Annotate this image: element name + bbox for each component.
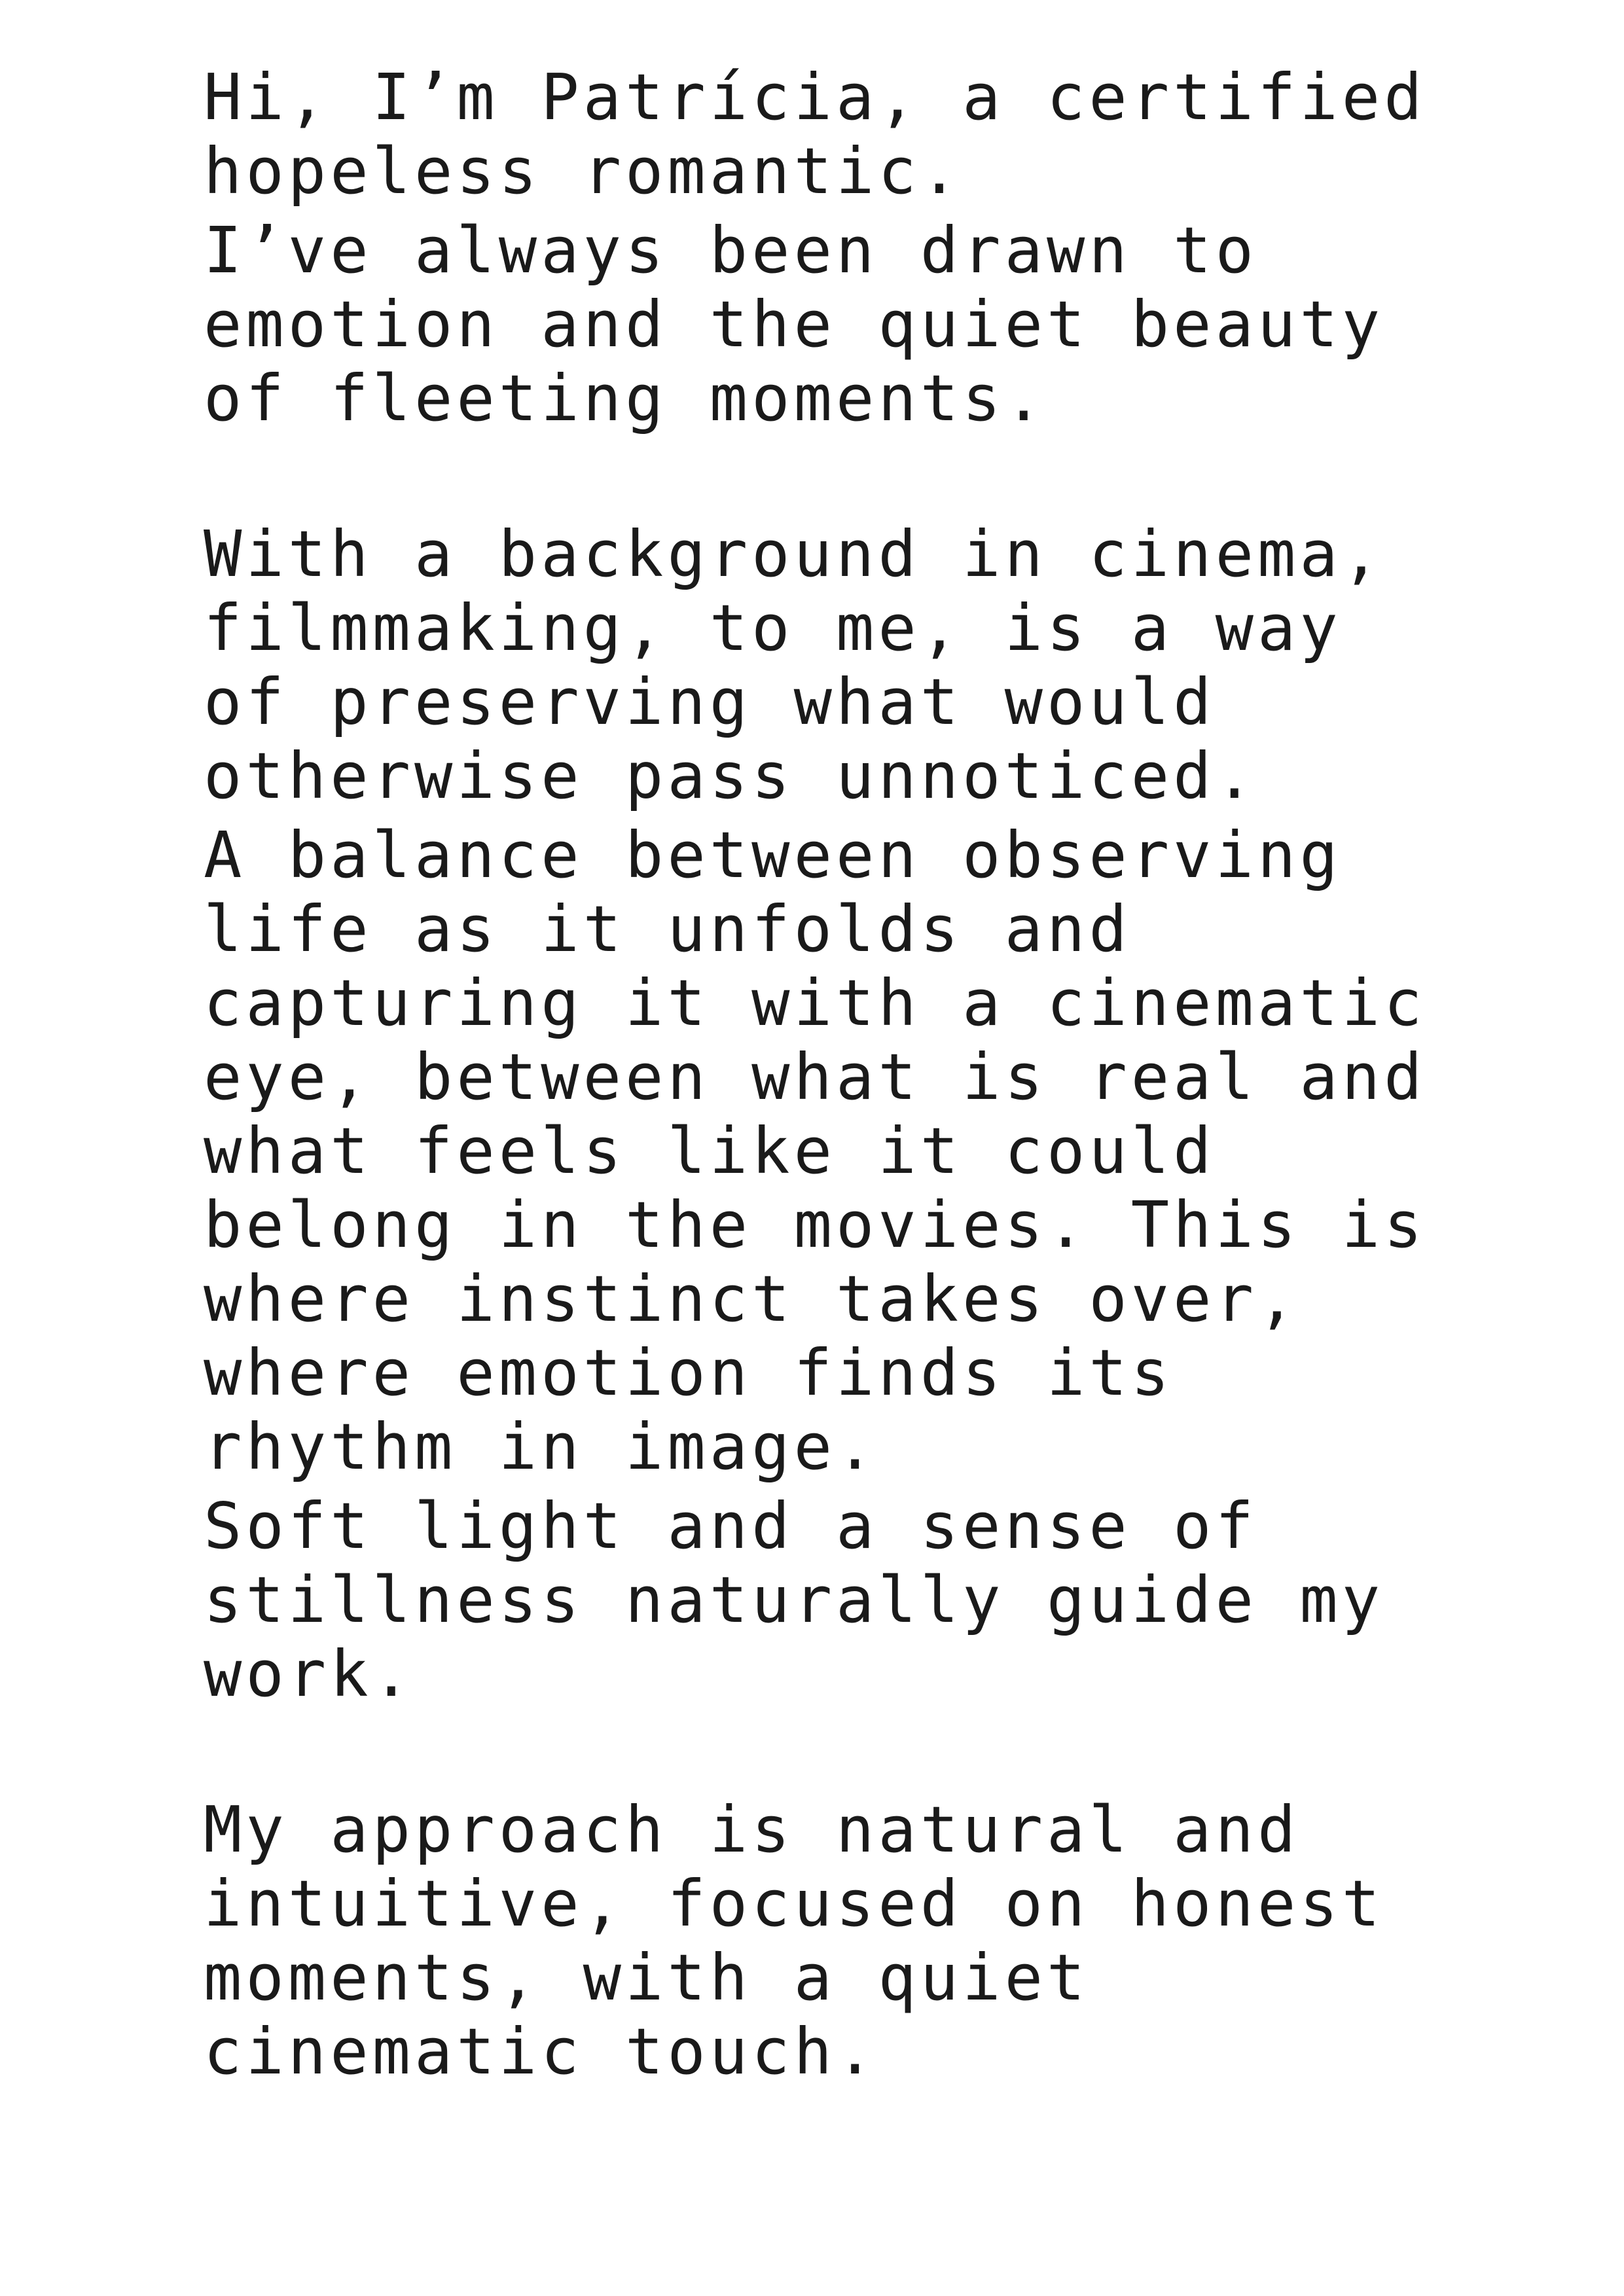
paragraph-light: [204, 1489, 1578, 1711]
text-line: where emotion finds its: [204, 1336, 1174, 1410]
paragraph-approach: [204, 1793, 1578, 2089]
text-line: My approach is natural and: [204, 1793, 1300, 1867]
text-line: where instinct takes over,: [204, 1262, 1300, 1336]
text-line: I’ve always been drawn to: [204, 213, 1257, 287]
text-line: stillness naturally guide my: [204, 1563, 1384, 1637]
paragraph-balance: [204, 818, 1578, 1484]
paragraph-intro: [204, 60, 1578, 208]
text-line: of fleeting moments.: [204, 361, 1047, 435]
text-line: work.: [204, 1637, 414, 1711]
text-line: A balance between observing: [204, 818, 1342, 892]
text-line: otherwise pass unnoticed.: [204, 739, 1257, 813]
text-line: hopeless romantic.: [204, 134, 963, 208]
bio-text: [204, 60, 1578, 2089]
text-line: intuitive, focused on honest: [204, 1867, 1384, 1941]
text-line: rhythm in image.: [204, 1410, 878, 1484]
text-line: Soft light and a sense of: [204, 1489, 1257, 1563]
text-line: cinematic touch.: [204, 2015, 878, 2089]
paragraph-background: [204, 517, 1578, 813]
text-line: Hi, I’m Patrícia, a certified: [204, 60, 1426, 134]
text-line: With a background in cinema,: [204, 517, 1384, 591]
text-line: capturing it with a cinematic: [204, 966, 1426, 1040]
text-line: eye, between what is real and: [204, 1040, 1426, 1114]
paragraph-emotion: [204, 213, 1578, 435]
text-line: moments, with a quiet: [204, 1941, 1089, 2015]
text-line: emotion and the quiet beauty: [204, 287, 1384, 361]
text-line: filmmaking, to me, is a way: [204, 591, 1342, 665]
text-line: life as it unfolds and: [204, 892, 1131, 966]
text-line: of preserving what would: [204, 665, 1216, 739]
text-line: what feels like it could: [204, 1114, 1216, 1188]
text-line: belong in the movies. This is: [204, 1188, 1426, 1262]
